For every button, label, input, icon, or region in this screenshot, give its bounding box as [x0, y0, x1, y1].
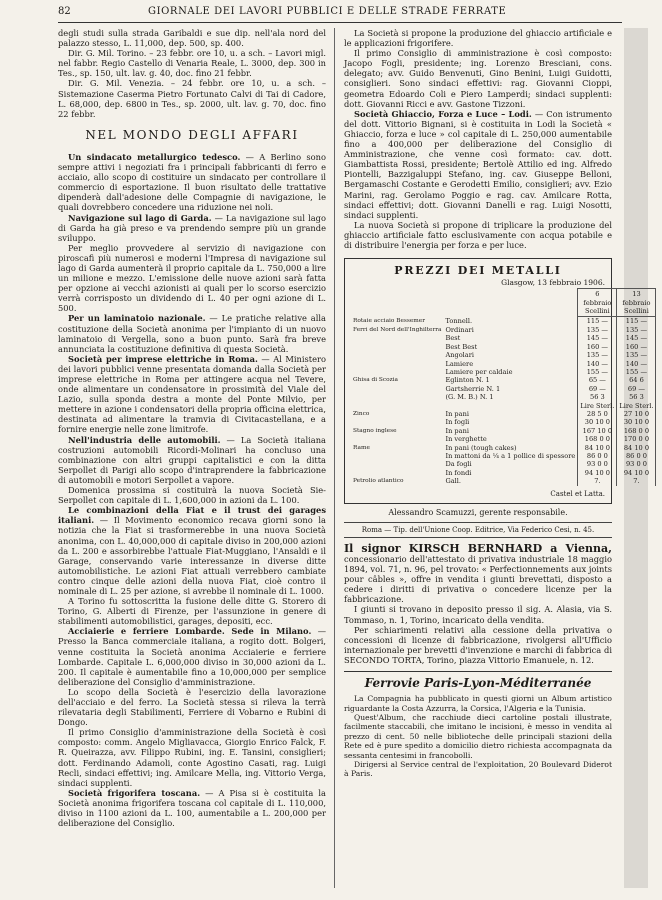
running-title: GIORNALE DEI LAVORI PUBBLICI E DELLE STRADE FERRATE [148, 6, 507, 17]
intro-paragraph: degli studi sulla strada Garibaldi e sue dip. nell'ala nord del palazzo stesso, L. 11,000, dep. 500, sp. 400. [58, 28, 326, 49]
price-6feb: 86 0 0 [578, 452, 617, 460]
news-item [58, 354, 326, 435]
news-item-lead: Acciaierie e ferriere Lombarde. Sede in Milano. [68, 626, 312, 637]
ferrovie-notice [344, 671, 612, 779]
news-item [58, 485, 326, 505]
price-6feb: 160 — [578, 343, 617, 351]
price-item: Angolari [445, 351, 474, 360]
ferrovie-paragraph: Quest'Album, che racchiude dieci cartoline postali illustrate, facilmente staccabili, che imitano le incisioni, è messo in vendita al prezzo di cent. 50 nelle biblioteche delle principali stazioni della Rete ed è pure spedito a domicilio dietro richiesta accompagnata da sessanta centesimi in francobolli. [344, 712, 612, 760]
price-group [351, 343, 443, 351]
price-group [351, 393, 443, 401]
price-item: Ordinari [445, 325, 474, 334]
price-row [351, 444, 656, 452]
printer-line: Roma — Tip. dell'Unione Coop. Editrice, Via Federico Cesi, n. 45. [344, 522, 612, 538]
price-item: Best Best [445, 342, 478, 351]
price-13feb: 140 — [617, 360, 656, 368]
price-6feb: 56 3 [578, 393, 617, 401]
price-13feb: 160 — [617, 343, 656, 351]
price-item: Da fogli [445, 460, 472, 469]
article-paragraph: La Società si propone la produzione del ghiaccio artificiale e le applicazioni frigorifere. [344, 28, 612, 49]
price-13feb: Lire Sterl. [617, 402, 656, 410]
news-item [58, 727, 326, 788]
col-header-13feb: 13 febbraio Scellini [617, 289, 656, 317]
price-group: Stagno inglese [353, 427, 397, 434]
price-13feb: 155 — [617, 368, 656, 376]
price-item: (G. M. B.) N. 1 [445, 393, 494, 402]
price-group [351, 402, 443, 410]
news-item [58, 788, 326, 828]
kirsch-paragraph: I giunti si trovano in deposito presso il sig. A. Alasia, via S. Tommaso, n. 1, Torino, incaricato della vendita. [344, 604, 612, 625]
price-item [443, 402, 577, 410]
price-13feb: 56 3 [617, 393, 656, 401]
price-row [351, 452, 656, 460]
price-item: In pani (tough cakes) [445, 443, 517, 452]
news-item-text: — Le pratiche relative alla costituzione della Società anonima per l'impianto di un nuovo laminatoio di Vergella, sono a buon punto. Sarà fra breve annunciata la costituzione definitiva di questa Società. [58, 313, 326, 354]
news-item-text: — Il Movimento economico recava giorni sono la notizia che la Fiat si trasformerebbe in una nuova Società anonima, con L. 40,000,000 di capitale diviso in 200,000 azioni da L. 200 e assorbirebbe l'attuale Fiat-Muggiano, l'Ansaldi e il Garage, conservando varie interessanze in diverse ditte automobilistiche. Le azioni Fiat attuali verrebbero cambiate contro cinque delle azioni della nuova Fiat, cioè contro il nominale di L. 25 per azione, si avrebbe il nominale di L. 1000. [58, 515, 326, 596]
price-6feb: 28 5 0 [578, 410, 617, 418]
price-row [351, 427, 656, 435]
price-13feb: 64 6 [617, 376, 656, 384]
price-row [351, 376, 656, 384]
price-row [351, 393, 656, 401]
kirsch-lead: Il signor KIRSCH BERNHARD a Vienna, [344, 541, 612, 555]
price-13feb: 69 — [617, 385, 656, 393]
price-group [351, 360, 443, 368]
price-group [351, 334, 443, 342]
price-group: Rame [353, 444, 370, 451]
price-row [351, 410, 656, 418]
price-13feb: 170 0 0 [617, 435, 656, 443]
price-row [351, 460, 656, 468]
metal-prices-title: PREZZI DEI METALLI [394, 264, 562, 278]
news-item-text: — La Società italiana costruzioni automobili Ricordi-Molinari ha concluso una combinazione con altri gruppi capitalistici e con la ditta Serpollet di Parigi allo scopo d'intraprendere la fabbricazione di automobili e motori Serpollet a vapore. [58, 434, 326, 485]
news-item-text: Il primo Consiglio d'amministrazione della Società è così composto: comm. Angelo Migliavacca, Giorgio Enrico Falck, F. R. Queirazza, avv. Filippo Rubini, ing. E. Tansini, consiglieri; dott. Ferdinando Adamoli, conte Agostino Casati, rag. Luigi Recli, sindaci effettivi; ing. Amilcare Mella, ing. Vittorio Verga, sindaci supplenti. [58, 727, 326, 788]
header-rule [58, 22, 622, 23]
article-paragraph: Il primo Consiglio di amministrazione è così composto: Jacopo Fogli, presidente; ing. Lorenzo Bresciani, cons. delegato; avv. Guido Benvenuti, Gino Benini, Luigi Guidotti, consiglieri. Sono sindaci effettivi: rag. Giovanni Cioppi, geometra Edoardo Coli e Piero Lamperdi; sindaci supplenti: dott. Giovanni Ricci e avv. Gastone Tizzoni. [344, 48, 612, 109]
price-group [351, 469, 443, 477]
price-item: In pani [445, 409, 469, 418]
left-column [58, 28, 326, 828]
price-13feb: 27 10 0 [617, 410, 656, 418]
price-item: In fogli [445, 418, 470, 427]
price-item: Eglinton N. 1 [445, 376, 490, 385]
price-item: In verghette [445, 435, 487, 444]
news-item [58, 313, 326, 353]
ghiaccio-paragraph [344, 109, 612, 220]
price-6feb: Lire Sterl. [578, 402, 617, 410]
price-group: Ghisa di Scozia [353, 377, 398, 384]
news-item [58, 687, 326, 727]
kirsch-text: concessionario dell'attestato di privativa industriale 18 maggio 1894, vol. 71, n. 96, pel trovato: « Perfectionnements aux joints pour câbles », offre in vendita i giunti brevettati, disposto a cedere i diritti di privativa o concedere licenze per la fabbricazione. [344, 553, 612, 605]
price-item: In fondi [445, 468, 472, 477]
news-item-lead: Società frigorifera toscana. [68, 787, 201, 798]
page-header [58, 6, 622, 20]
prices-signature: Castel et Latta. [550, 489, 605, 498]
price-6feb: 84 10 0 [578, 444, 617, 452]
price-item: Lamiere [445, 359, 474, 368]
news-item [58, 213, 326, 243]
news-item [58, 152, 326, 213]
price-row [351, 334, 656, 342]
price-row [351, 435, 656, 443]
intro-paragraph: Dir. G. Mil. Venezia. – 24 febbr. ore 10, u. a sch. – Sistemazione Caserma Pietro Fortunato Calvi di Tai di Cadore, L. 68,000, dep. 6800 in Tes., sp. 2000, ult. lav. g. 70, doc. fino 22 febbr. [58, 78, 326, 119]
intro-paragraph: Dir. G. Mil. Torino. – 23 febbr. ore 10, u. a sch. – Lavori migl. nel fabbr. Regio Castello di Venaria Reale, L. 3000, dep. 300 in Tes., sp. 150, ult. lav. g. 40, doc. fino 21 febbr. [58, 48, 326, 79]
news-item-text: — Presso la Banca commerciale italiana, a rogito dott. Bolgeri, venne costituita la Società anonima Acciaierie e ferriere Lombarde. Capitale L. 6,000,000 diviso in 30,000 azioni da L. 200. Il capitale è aumentabile fino a 10,000,000 per semplice deliberazione del Consiglio d'amministrazione. [58, 626, 327, 687]
news-item-text: — Al Ministero dei lavori pubblici venne presentata domanda dalla Società per imprese elettriche in Roma per attingere acqua nel Tevere, onde alimentare un condensatore in prossimità del Viale del Lazio, sulla sponda destra a monte del Ponte Milvio, per mettere in azione i condensatori della propria officina elettrica, destinata ad alimentare la tramvia di Civitacastellana, e a fornire energie nelle zone limitrofe. [58, 353, 326, 435]
price-group: Ferri del Nord dell'Inghilterra [353, 326, 442, 333]
price-13feb: 135 — [617, 351, 656, 359]
price-6feb: 167 10 0 [578, 427, 617, 435]
price-row [351, 326, 656, 334]
price-group: Zinco [353, 410, 370, 417]
metal-prices-date: Glasgow, 13 febbraio 1906. [501, 278, 605, 288]
price-group [351, 351, 443, 359]
price-13feb: 115 — [617, 317, 656, 326]
business-news-list [58, 152, 326, 828]
price-group [351, 435, 443, 443]
price-6feb: 30 10 0 [578, 418, 617, 426]
news-item-text: Per meglio provvedere al servizio di navigazione con piroscafi più numerosi e moderni l'Impresa di navigazione sul lago di Garda aumenterà il proprio capitale da L. 750,000 a lire un milione e mezzo. L'emissione delle nuove azioni sarà fatta per opzione ai vecchi azionisti ai quali per lo scorso esercizio verrà corrisposto un dividendo di L. 40 per ogni azione di L. 500. [58, 242, 327, 314]
price-6feb: 135 — [578, 351, 617, 359]
news-item-text: Domenica prossima si costituirà la nuova Società Sie-Serpollet con capitale di L. 1,600,000 in azioni da L. 100. [58, 485, 326, 506]
news-item-text: — A Berlino sono sempre attivi i negoziati fra i principali fabbricanti di ferro e acciaio, allo scopo di costituire un sindacato per controllare il commercio di esportazione. Il buon risultato delle trattative dipenderà dall'adesione delle Compagnie di navigazione, le quali dovrebbero concedere una riduzione nei noli. [58, 151, 326, 213]
price-item: In mattoni da ¼ a 1 pollice di spessore [445, 451, 576, 460]
ferrovie-paragraph: La Compagnia ha pubblicato in questi giorni un Album artistico riguardante la Costa Azzurra, la Corsica, l'Algeria e la Tunisia. [344, 694, 612, 713]
price-row [351, 317, 656, 326]
ghiaccio-text: — Con istrumento del dott. Vittorio Bignani, si è costituita in Lodi la Società « Ghiaccio, forza e luce » col capitale di L. 250,000 aumentabile fino a 400,000 per deliberazione del Consiglio di Amministrazione, che venne così formato: cav. dott. Giambattista Rossi, presidente; Bertolè Attilio ed ing. Alfredo Piontelli, Bazzigaluppi Stefano, ing. cav. Giuseppe Belloni, Bergamaschi Costante e Gerodetti Emilio, consiglieri; avv. Ezio Marini, rag. Gerolamo Poggio e rag. cav. Amilcare Rotta, sindaci effettivi; dott. Giovanni Danelli e rag. Luigi Nosotti, sindaci supplenti. [344, 108, 613, 220]
price-13feb: 145 — [617, 334, 656, 342]
news-item [58, 596, 326, 626]
news-item-text: A Torino fu sottoscritta la fusione delle ditte G. Storero di Torino, G. Alberti di Firenze, per l'assunzione in genere di stabilimenti automobilistici, garages, depositi, ecc. [58, 596, 326, 627]
ferrovie-title: Ferrovie Paris-Lyon-Méditerranée [364, 676, 592, 690]
news-item-lead: Un sindacato metallurgico tedesco. [68, 151, 241, 162]
news-item-lead: Navigazione sul lago di Garda. [68, 212, 212, 223]
price-group [351, 368, 443, 376]
price-row [351, 385, 656, 393]
price-6feb: 145 — [578, 334, 617, 342]
price-13feb: 94 10 0 [617, 469, 656, 477]
price-13feb: 7. [617, 477, 656, 485]
price-6feb: 69 — [578, 385, 617, 393]
price-item: Best [445, 334, 461, 343]
price-6feb: 155 — [578, 368, 617, 376]
gerente-line: Alessandro Scamuzzi, gerente responsabile. [388, 507, 568, 517]
price-row [351, 351, 656, 359]
news-item [58, 435, 326, 485]
price-group [351, 418, 443, 426]
price-13feb: 84 10 0 [617, 444, 656, 452]
price-item: Gartsherrie N. 1 [445, 384, 501, 393]
price-13feb: 168 0 0 [617, 427, 656, 435]
news-item-lead: Nell'industria delle automobili. [68, 434, 221, 445]
price-6feb: 65 — [578, 376, 617, 384]
news-item-lead: Società per imprese elettriche in Roma. [68, 353, 258, 364]
metal-prices-box [344, 258, 654, 504]
news-item-text: — A Pisa si è costituita la Società anonima frigorifera toscana col capitale di L. 110,000, diviso in 1100 azioni da L. 100, aumentabile a L. 200,000 per deliberazione del Consiglio. [58, 787, 326, 829]
price-6feb: 168 0 0 [578, 435, 617, 443]
price-13feb: 93 0 0 [617, 460, 656, 468]
section-title: NEL MONDO DEGLI AFFARI [85, 127, 299, 142]
col-header-6feb: 6 febbraio Scellini [578, 289, 617, 317]
column-divider [334, 28, 335, 888]
price-6feb: 94 10 0 [578, 469, 617, 477]
price-6feb: 7. [578, 477, 617, 485]
price-row [351, 477, 656, 485]
news-item-text: — La navigazione sul lago di Garda ha già preso e va prendendo sempre più un grande sviluppo. [58, 212, 326, 243]
price-6feb: 115 — [578, 317, 617, 326]
price-6feb: 140 — [578, 360, 617, 368]
news-item [58, 505, 326, 596]
price-row [351, 360, 656, 368]
price-row [351, 418, 656, 426]
price-group: Petrolio atlantico [353, 478, 404, 485]
ghiaccio-lead: Società Ghiaccio, Forza e Luce – Lodi. [354, 108, 532, 119]
price-row [351, 402, 656, 410]
price-row [351, 368, 656, 376]
price-group: Rotaie acciaio Bessemer [353, 317, 425, 324]
price-6feb: 135 — [578, 326, 617, 334]
price-group [351, 385, 443, 393]
kirsch-ad [344, 541, 612, 605]
price-item: Lamiere per caldaie [445, 367, 513, 376]
kirsch-paragraph: Per schiarimenti relativi alla cessione della privativa o concessioni di licenze di fabbricazione, rivolgersi all'Ufficio internazionale per brevetti d'invenzione e marchi di fabbrica di SECONDO TORTA, Torino, piazza Vittorio Emanuele, n. 12. [344, 624, 612, 665]
news-item-text: Lo scopo della Società è l'esercizio della lavorazione dell'acciaio e del ferro. La Società stessa si rileva la terrà rilevataria degli Stabilimenti, Ferriere di Vobarno e Rubini di Dongo. [58, 686, 326, 728]
price-6feb: 93 0 0 [578, 460, 617, 468]
news-item-lead: Le combinazioni della Fiat e il trust dei garages italiani. [58, 505, 326, 526]
ferrovie-paragraph: Dirigersi al Service central de l'exploitation, 20 Boulevard Diderot à Paris. [344, 759, 612, 779]
article-paragraph: La nuova Società si propone di triplicare la produzione del ghiaccio artificiale fatto esclusivamente con acqua potabile e di distribuire l'energia per forza e per luce. [344, 219, 612, 250]
news-item [58, 626, 326, 687]
price-item: Tonnell. [445, 316, 473, 325]
price-13feb: 135 — [617, 326, 656, 334]
price-group [351, 460, 443, 468]
right-column [344, 28, 654, 779]
news-item [58, 243, 326, 314]
news-item-lead: Per un laminatoio nazionale. [68, 313, 206, 324]
price-item: In pani [445, 426, 469, 435]
price-13feb: 86 0 0 [617, 452, 656, 460]
price-item: Gall. [445, 477, 461, 486]
price-row [351, 343, 656, 351]
price-group [351, 452, 443, 460]
metal-prices-table [351, 288, 656, 485]
page-number: 82 [58, 6, 71, 17]
price-row [351, 469, 656, 477]
price-13feb: 30 10 0 [617, 418, 656, 426]
